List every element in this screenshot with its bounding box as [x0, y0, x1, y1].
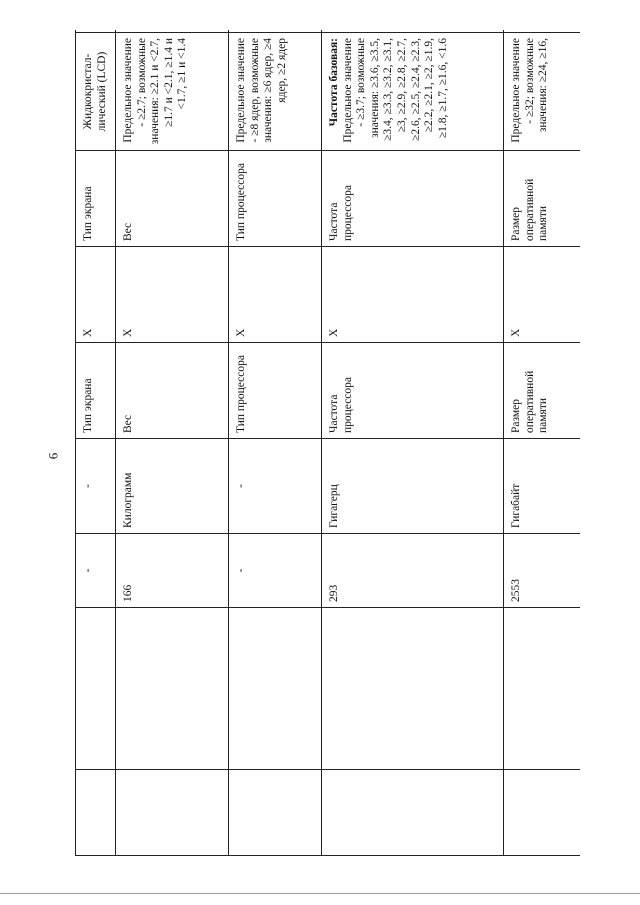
cell-mark: Х — [322, 247, 504, 343]
cell-header-mark: Х — [76, 247, 116, 343]
cell-param-name: Тип процессора — [229, 343, 322, 439]
cell-header-2 — [76, 608, 116, 770]
cell-code: 166 — [116, 534, 229, 608]
cell-header-3: - — [76, 534, 116, 608]
value-bold: Частота базовая: — [328, 38, 341, 127]
cell-param-name: Вес — [116, 343, 229, 439]
cell-code: - — [229, 534, 322, 608]
cell-empty — [116, 30, 229, 33]
table-header-row — [76, 30, 116, 856]
value-text: Предельное значение - ≥8 ядер, возможные значения: ≥6 ядер, ≥4 ядер, ≥2 ядер — [235, 38, 288, 143]
cell-param: Частота процессора — [322, 151, 504, 247]
cell-mark: Х — [229, 247, 322, 343]
value-text: Предельное значение - ≥32; возможные значения: ≥24, ≥16, — [510, 38, 550, 143]
cell-header-4: - — [76, 439, 116, 534]
cell-empty — [322, 608, 504, 770]
page-bottom-rule — [0, 893, 640, 894]
cell-code: 293 — [322, 534, 504, 608]
cell-value — [504, 33, 580, 151]
cell-param-name: Размер оперативной памяти — [504, 343, 580, 439]
cell-param: Размер оперативной памяти — [504, 151, 580, 247]
cell-unit: Гигабайт — [504, 439, 580, 534]
table-row — [229, 30, 322, 856]
cell-unit: Гигагерц — [322, 439, 504, 534]
table-row — [322, 30, 504, 856]
cell-header-lcd: Жидкокристал-лический (LCD) — [76, 33, 116, 151]
spec-table — [75, 30, 580, 856]
cell-param: Тип процессора — [229, 151, 322, 247]
value-text: Предельное значение - ≥3.7; возможные значения: ≥3.6, ≥3.5, ≥3.4, ≥3.3, ≥3.2, ≥3.1, ≥3, ≥2.9, ≥2.8, ≥2.7, ≥2.6, ≥2.5, ≥2.4, ≥2.3, ≥2.2, ≥2.1, ≥2, ≥1.9, ≥1.8, ≥1.7, ≥1.6, <1.6 — [341, 38, 449, 143]
cell-value — [116, 33, 229, 151]
cell-header-1 — [76, 770, 116, 856]
table-container — [75, 30, 580, 856]
cell-empty — [229, 608, 322, 770]
cell-header-9 — [76, 30, 116, 33]
cell-unit: Килограмм — [116, 439, 229, 534]
cell-mark: Х — [116, 247, 229, 343]
cell-value — [229, 33, 322, 151]
cell-empty — [229, 770, 322, 856]
cell-empty — [504, 770, 580, 856]
cell-value — [322, 33, 504, 151]
cell-empty — [504, 30, 580, 33]
cell-param-name: Частота процессора — [322, 343, 504, 439]
cell-header-screen-type-2: Тип экрана — [76, 151, 116, 247]
cell-empty — [229, 30, 322, 33]
cell-empty — [322, 770, 504, 856]
cell-header-screen-type: Тип экрана — [76, 343, 116, 439]
cell-mark: Х — [504, 247, 580, 343]
table-row — [504, 30, 580, 856]
cell-empty — [116, 770, 229, 856]
cell-empty — [504, 608, 580, 770]
cell-empty — [116, 608, 229, 770]
value-text: Предельное значение - ≥2.7; возможные значения: ≥2.1 и <2.7, ≥1.7 и <2.1, ≥1.4 и <1.7, ≥1 и <1.4 — [122, 38, 189, 145]
cell-unit: - — [229, 439, 322, 534]
cell-code: 2553 — [504, 534, 580, 608]
table-row — [116, 30, 229, 856]
cell-empty — [322, 30, 504, 33]
cell-param: Вес — [116, 151, 229, 247]
page-number: 6 — [45, 452, 61, 460]
